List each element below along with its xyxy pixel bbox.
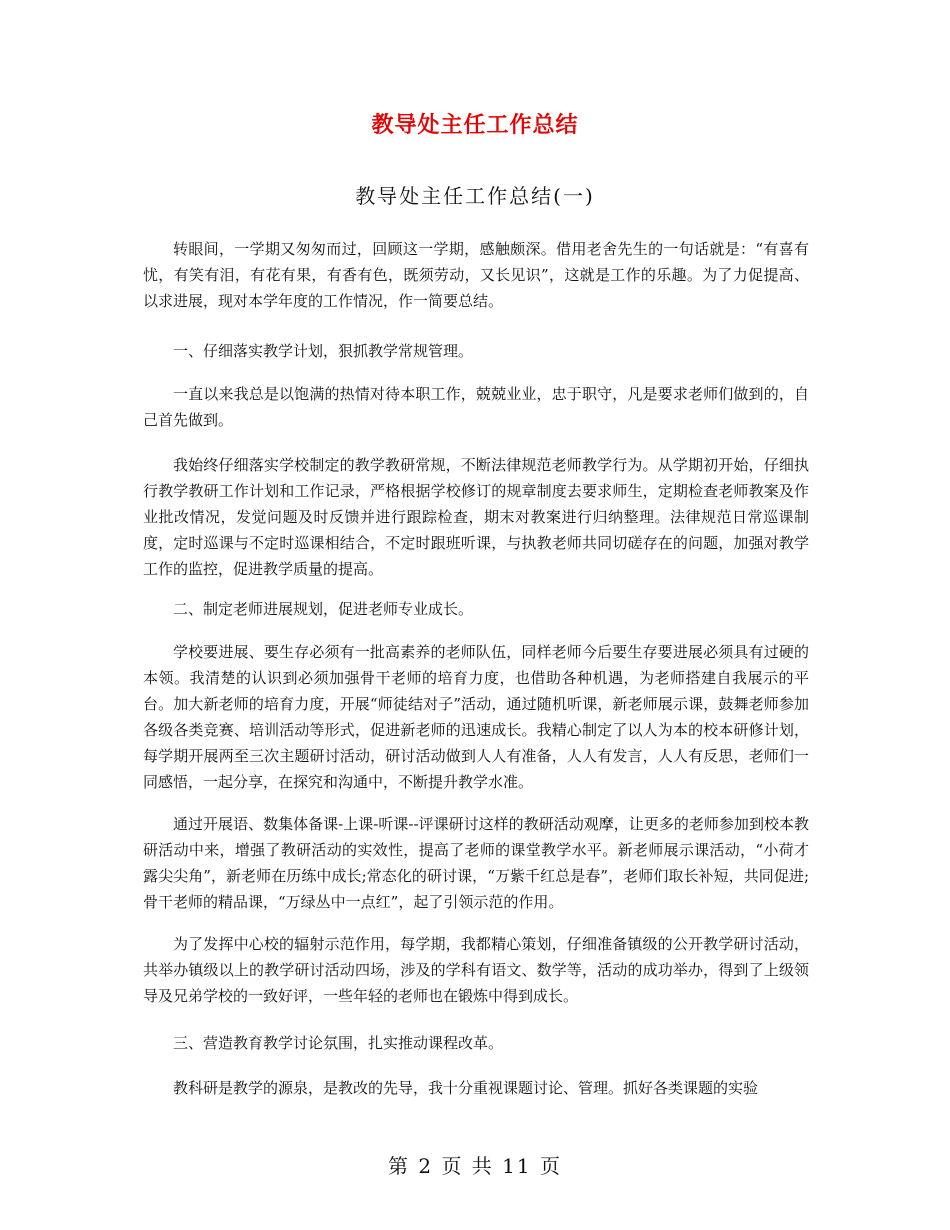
paragraph: 教科研是教学的源泉，是教改的先导，我十分重视课题讨论、管理。抓好各类课题的实验: [173, 1079, 759, 1097]
paragraph-intro: 转眼间，一学期又匆匆而过，回顾这一学期，感触颇深。借用老舍先生的一句话就是：“有喜有忧，有笑有泪，有花有果，有香有色，既须劳动，又长见识”，这就是工作的乐趣。为了力促提高、以求进展，现对本学年度的工作情况，作一简要总结。: [143, 240, 809, 310]
page-footer: 第 2 页 共 11 页: [388, 1154, 562, 1178]
paragraph: 学校要进展、要生存必须有一批高素养的老师队伍，同样老师今后要生存要进展必须具有过硬的本领。我清楚的认识到必须加强骨干老师的培育力度，也借助各种机遇，为老师搭建自我展示的平台。加大新老师的培育力度，开展“师徒结对子”活动，通过随机听课，新老师展示课，鼓舞老师参加各级各类竞赛、培训活动等形式，促进新老师的迅速成长。我精心制定了以人为本的校本研修计划，每学期开展两至三次主题研讨活动，研讨活动做到人人有准备，人人有发言，人人有反思，老师们一同感悟，一起分享，在探究和沟通中，不断提升教学水准。: [143, 643, 809, 791]
document-subtitle: 教导处主任工作总结(一): [355, 184, 595, 208]
paragraph: 我始终仔细落实学校制定的教学教研常规，不断法律规范老师教学行为。从学期初开始，仔细执行教学教研工作计划和工作记录，严格根据学校修订的规章制度去要求师生，定期检查老师教案及作业批改情况，发觉问题及时反馈并进行跟踪检查，期末对教案进行归纳整理。法律规范日常巡课制度，定时巡课与不定时巡课相结合，不定时跟班听课，与执教老师共同切磋存在的问题，加强对教学工作的监控，促进教学质量的提高。: [143, 456, 809, 578]
section-heading-2: 二、制定老师进展规划，促进老师专业成长。: [173, 600, 474, 618]
section-heading-1: 一、仔细落实教学计划，狠抓教学常规管理。: [173, 342, 474, 360]
document-title: 教导处主任工作总结: [371, 113, 579, 138]
paragraph: 为了发挥中心校的辐射示范作用，每学期，我都精心策划，仔细准备镇级的公开教学研讨活动，共举办镇级以上的教学研讨活动四场，涉及的学科有语文、数学等，活动的成功举办，得到了上级领导及兄弟学校的一致好评，一些年轻的老师也在锻炼中得到成长。: [143, 935, 809, 1005]
section-heading-3: 三、营造教育教学讨论氛围，扎实推动课程改革。: [173, 1034, 504, 1052]
paragraph: 通过开展语、数集体备课-上课-听课--评课研讨这样的教研活动观摩，让更多的老师参加到校本教研活动中来，增强了教研活动的实效性，提高了老师的课堂教学水平。新老师展示课活动，“小荷才露尖尖角”，新老师在历练中成长;常态化的研讨课，“万紫千红总是春”，老师们取长补短，共同促进;骨干老师的精品课，“万绿丛中一点红”，起了引领示范的作用。: [143, 815, 809, 911]
paragraph: 一直以来我总是以饱满的热情对待本职工作，兢兢业业，忠于职守，凡是要求老师们做到的，自己首先做到。: [143, 385, 809, 429]
